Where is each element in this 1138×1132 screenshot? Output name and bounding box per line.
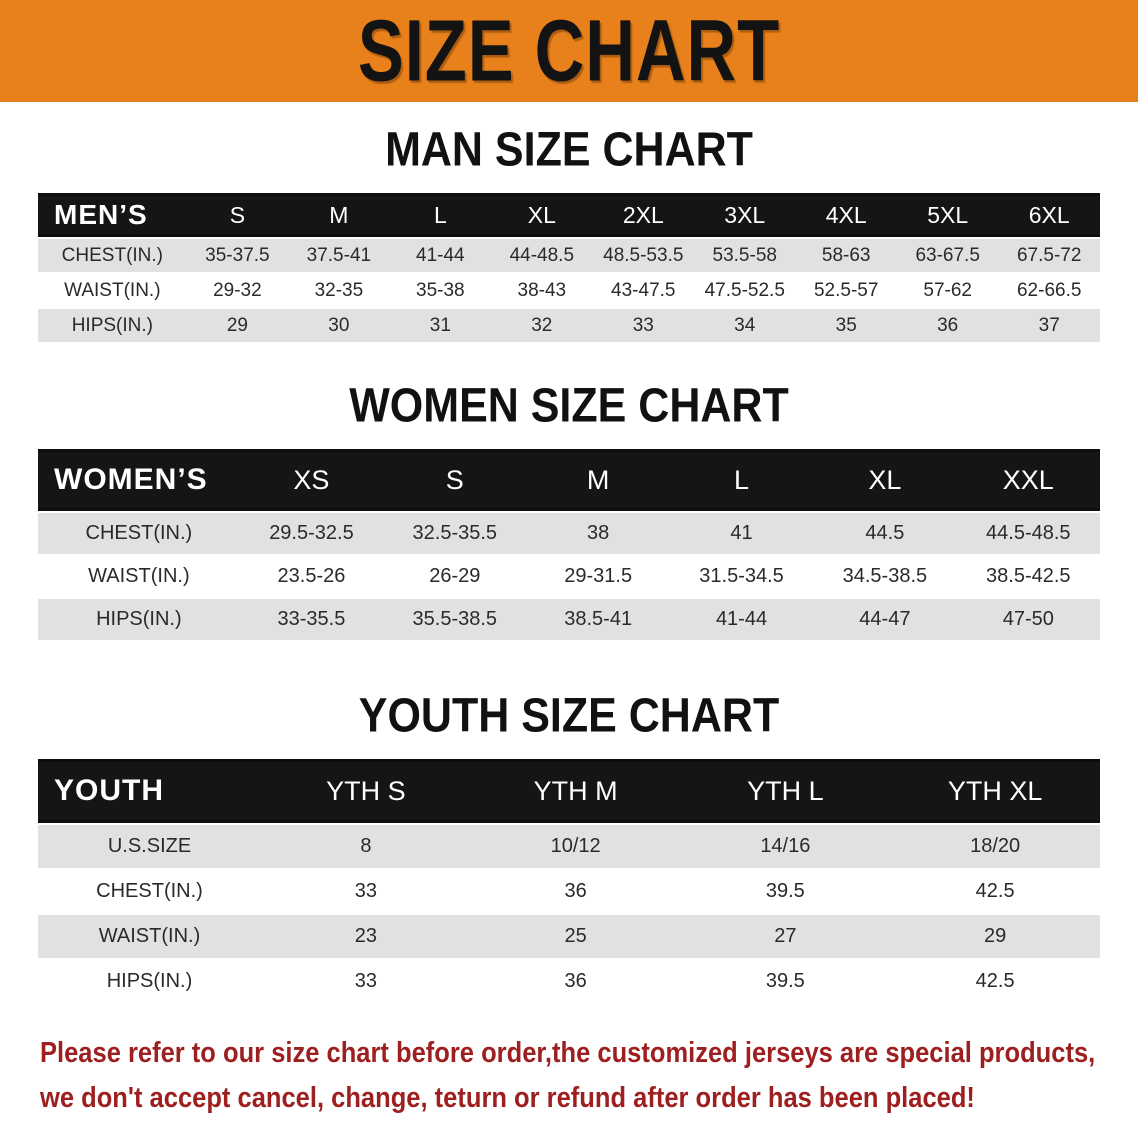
row-label: WAIST(IN.) — [38, 915, 261, 958]
table-cell: 35-38 — [390, 274, 491, 307]
column-header: YTH M — [471, 759, 681, 823]
table-cell: 38.5-41 — [526, 599, 669, 640]
table-cell: 36 — [471, 960, 681, 1003]
table-cell: 67.5-72 — [998, 239, 1100, 272]
table-cell: 38-43 — [491, 274, 592, 307]
table-cell: 14/16 — [680, 825, 890, 868]
table-cell: 42.5 — [890, 960, 1100, 1003]
table-cell: 32-35 — [288, 274, 389, 307]
column-header: 5XL — [897, 193, 998, 237]
section-men — [0, 123, 1138, 344]
column-header: 4XL — [795, 193, 896, 237]
table-cell: 30 — [288, 309, 389, 342]
row-label: HIPS(IN.) — [38, 599, 240, 640]
table-header — [38, 759, 1100, 823]
women-section-heading: WOMEN SIZE CHART — [349, 379, 789, 433]
table-cell: 31.5-34.5 — [670, 556, 813, 597]
table-title-cell: WOMEN’S — [38, 449, 240, 511]
table-cell: 44-47 — [813, 599, 956, 640]
column-header: 2XL — [593, 193, 694, 237]
table-cell: 27 — [680, 915, 890, 958]
disclaimer — [40, 1031, 1138, 1121]
youth-table-wrap — [0, 757, 1138, 1005]
table-cell: 37 — [998, 309, 1100, 342]
size-chart-banner — [0, 0, 1138, 102]
table-row — [38, 513, 1100, 554]
row-label: CHEST(IN.) — [38, 239, 187, 272]
row-label: WAIST(IN.) — [38, 556, 240, 597]
column-header: 6XL — [998, 193, 1100, 237]
table-cell: 35.5-38.5 — [383, 599, 526, 640]
table-cell: 29 — [890, 915, 1100, 958]
table-row — [38, 309, 1100, 342]
table-cell: 35-37.5 — [187, 239, 288, 272]
disclaimer-line-2: we don't accept cancel, change, teturn or refund after order has been placed! — [40, 1082, 975, 1115]
men-table-wrap — [0, 191, 1138, 344]
table-cell: 35 — [795, 309, 896, 342]
table-cell: 38 — [526, 513, 669, 554]
row-label: CHEST(IN.) — [38, 870, 261, 913]
header-row — [38, 193, 1100, 237]
table-cell: 53.5-58 — [694, 239, 795, 272]
column-header: YTH XL — [890, 759, 1100, 823]
table-cell: 18/20 — [890, 825, 1100, 868]
table-cell: 34.5-38.5 — [813, 556, 956, 597]
table-row — [38, 870, 1100, 913]
column-header: YTH S — [261, 759, 471, 823]
table-cell: 38.5-42.5 — [957, 556, 1100, 597]
row-label: HIPS(IN.) — [38, 960, 261, 1003]
table-cell: 43-47.5 — [593, 274, 694, 307]
table-header — [38, 449, 1100, 511]
table-body — [38, 825, 1100, 1003]
column-header: 3XL — [694, 193, 795, 237]
table-cell: 31 — [390, 309, 491, 342]
table-cell: 29-32 — [187, 274, 288, 307]
youth-size-table — [38, 757, 1100, 1005]
table-cell: 44-48.5 — [491, 239, 592, 272]
table-row — [38, 915, 1100, 958]
men-size-table — [38, 191, 1100, 344]
table-header — [38, 193, 1100, 237]
table-cell: 29.5-32.5 — [240, 513, 383, 554]
table-row — [38, 599, 1100, 640]
column-header: XL — [491, 193, 592, 237]
column-header: YTH L — [680, 759, 890, 823]
table-cell: 57-62 — [897, 274, 998, 307]
row-label: HIPS(IN.) — [38, 309, 187, 342]
table-cell: 44.5 — [813, 513, 956, 554]
table-body — [38, 513, 1100, 640]
table-cell: 42.5 — [890, 870, 1100, 913]
table-title-cell: MEN’S — [38, 193, 187, 237]
column-header: S — [383, 449, 526, 511]
column-header: L — [390, 193, 491, 237]
women-size-table — [38, 447, 1100, 642]
table-cell: 32 — [491, 309, 592, 342]
table-cell: 32.5-35.5 — [383, 513, 526, 554]
table-cell: 52.5-57 — [795, 274, 896, 307]
men-section-heading: MAN SIZE CHART — [385, 123, 753, 177]
table-row — [38, 556, 1100, 597]
youth-section-heading: YOUTH SIZE CHART — [358, 689, 780, 744]
disclaimer-line-1: Please refer to our size chart before order,the customized jerseys are special products, — [40, 1037, 1096, 1070]
row-label: CHEST(IN.) — [38, 513, 240, 554]
table-cell: 34 — [694, 309, 795, 342]
table-cell: 8 — [261, 825, 471, 868]
table-row — [38, 274, 1100, 307]
header-row — [38, 759, 1100, 823]
table-cell: 25 — [471, 915, 681, 958]
row-label: WAIST(IN.) — [38, 274, 187, 307]
table-cell: 33 — [593, 309, 694, 342]
table-cell: 36 — [471, 870, 681, 913]
row-label: U.S.SIZE — [38, 825, 261, 868]
table-cell: 23.5-26 — [240, 556, 383, 597]
table-cell: 33-35.5 — [240, 599, 383, 640]
table-row — [38, 960, 1100, 1003]
table-cell: 41-44 — [670, 599, 813, 640]
table-cell: 63-67.5 — [897, 239, 998, 272]
table-cell: 39.5 — [680, 870, 890, 913]
table-cell: 47.5-52.5 — [694, 274, 795, 307]
table-cell: 29 — [187, 309, 288, 342]
size-chart-page — [0, 123, 1138, 1121]
table-cell: 48.5-53.5 — [593, 239, 694, 272]
table-cell: 62-66.5 — [998, 274, 1100, 307]
banner-title: SIZE CHART — [357, 1, 781, 100]
column-header: XS — [240, 449, 383, 511]
table-cell: 33 — [261, 960, 471, 1003]
table-cell: 23 — [261, 915, 471, 958]
section-youth — [0, 689, 1138, 1005]
table-cell: 29-31.5 — [526, 556, 669, 597]
table-cell: 10/12 — [471, 825, 681, 868]
column-header: XXL — [957, 449, 1100, 511]
column-header: XL — [813, 449, 956, 511]
column-header: S — [187, 193, 288, 237]
table-cell: 44.5-48.5 — [957, 513, 1100, 554]
table-cell: 41 — [670, 513, 813, 554]
table-row — [38, 825, 1100, 868]
table-cell: 33 — [261, 870, 471, 913]
table-cell: 39.5 — [680, 960, 890, 1003]
table-cell: 58-63 — [795, 239, 896, 272]
table-body — [38, 239, 1100, 342]
column-header: L — [670, 449, 813, 511]
table-cell: 47-50 — [957, 599, 1100, 640]
header-row — [38, 449, 1100, 511]
section-women — [0, 379, 1138, 642]
table-cell: 36 — [897, 309, 998, 342]
table-row — [38, 239, 1100, 272]
column-header: M — [288, 193, 389, 237]
column-header: M — [526, 449, 669, 511]
table-cell: 41-44 — [390, 239, 491, 272]
table-cell: 37.5-41 — [288, 239, 389, 272]
table-title-cell: YOUTH — [38, 759, 261, 823]
women-table-wrap — [0, 447, 1138, 642]
table-cell: 26-29 — [383, 556, 526, 597]
